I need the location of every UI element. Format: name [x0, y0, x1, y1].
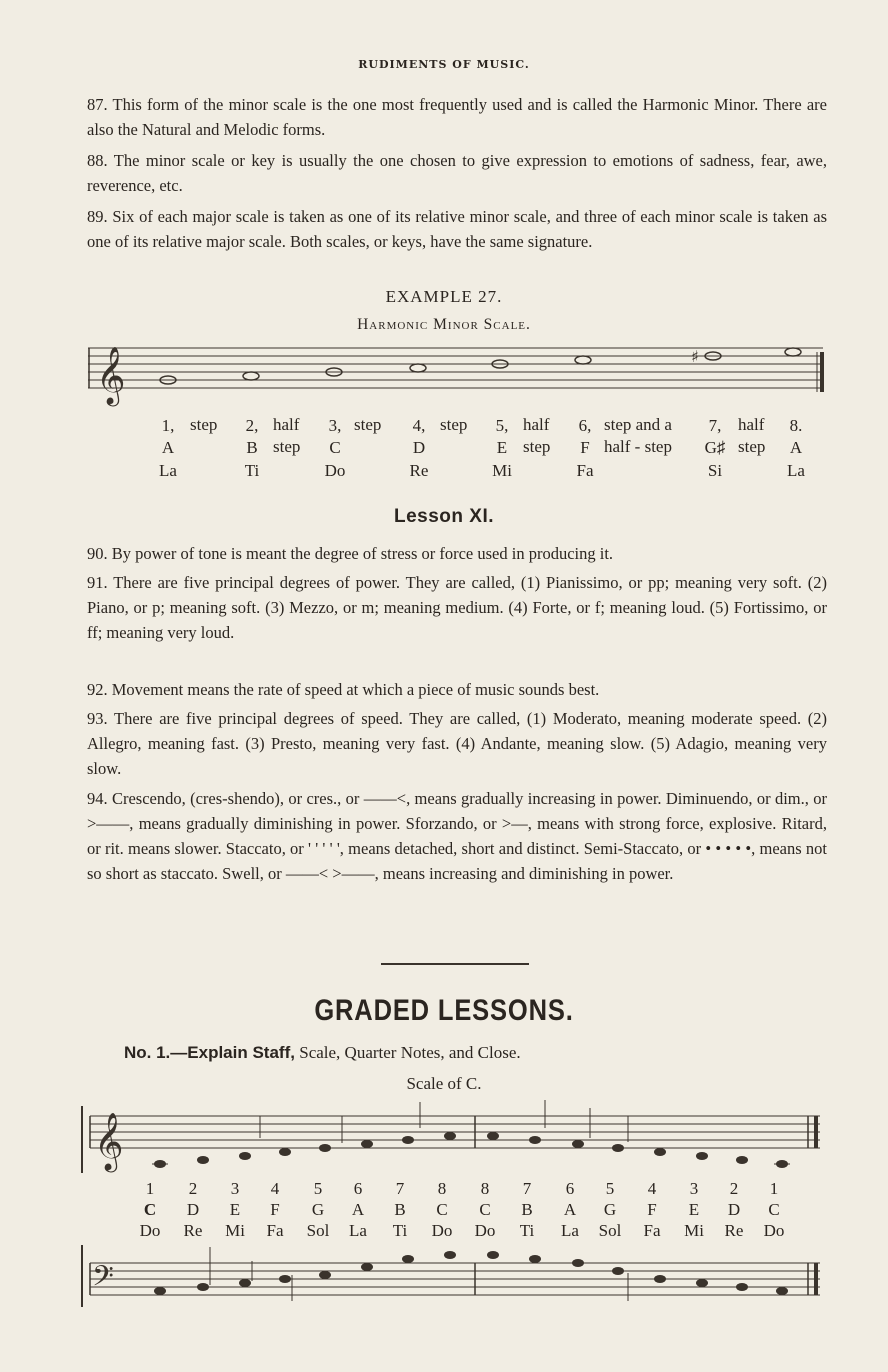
scale-number: 5	[313, 1179, 323, 1198]
scale-letter: F	[647, 1200, 657, 1219]
syllable: Si	[707, 461, 723, 480]
degree: 6,	[578, 416, 592, 435]
step-label: half - step	[604, 437, 672, 456]
lesson-1-heading	[124, 1043, 521, 1063]
paragraph-text: Movement means the rate of speed at which a piece of music sounds best.	[111, 680, 600, 699]
step-label: step and a	[604, 415, 672, 434]
scale-letter: C	[479, 1200, 491, 1219]
letter: A	[161, 438, 175, 457]
scale-syllable: La	[349, 1221, 367, 1240]
scale-number: 5	[605, 1179, 615, 1198]
note-f	[575, 356, 591, 364]
scale-number: 4	[270, 1179, 280, 1198]
lesson-1-label: No. 1.—Explain Staff,	[124, 1043, 295, 1062]
bass-clef-icon: 𝄢	[92, 1260, 114, 1300]
lesson-title: Lesson XI.	[393, 506, 495, 527]
scale-syllable: Re	[724, 1221, 744, 1240]
section-divider	[381, 963, 529, 965]
paragraph-number: 88.	[87, 151, 108, 170]
letter: B	[246, 438, 258, 457]
scale-letter: B	[521, 1200, 533, 1219]
scale-number: 7	[395, 1179, 405, 1198]
syllable: Mi	[492, 461, 512, 480]
whole-notes	[160, 348, 801, 384]
paragraph-text: This form of the minor scale is the one most frequently used and is called the Harmonic Minor. There are also the Natural and Melodic forms.	[87, 95, 827, 139]
paragraph-92	[87, 677, 827, 702]
degree: 7,	[708, 416, 722, 435]
scale-number: 6	[353, 1179, 363, 1198]
harmonic-minor-staff	[88, 340, 828, 412]
letter: D	[412, 438, 426, 457]
scale-syllable: Do	[763, 1221, 785, 1240]
scale-letter: A	[563, 1200, 577, 1219]
scale-letter: C	[436, 1200, 448, 1219]
syllable: Re	[409, 461, 429, 480]
scale-number: 4	[647, 1179, 657, 1198]
scale-syllable: Re	[183, 1221, 203, 1240]
scale-number: 8	[480, 1179, 490, 1198]
scale-letter: B	[394, 1200, 406, 1219]
paragraph-text: The minor scale or key is usually the one chosen to give expression to emotions of sadness, fear, awe, reverence, etc.	[87, 151, 828, 195]
scale-letter: F	[270, 1200, 280, 1219]
degree: 1,	[161, 416, 175, 435]
scale-syllable: Ti	[392, 1221, 408, 1240]
syllable: Do	[324, 461, 346, 480]
example-subtitle: Harmonic Minor Scale.	[357, 316, 531, 333]
step-label: step	[273, 437, 301, 456]
scale-letter: E	[688, 1200, 700, 1219]
step-label: step	[190, 415, 218, 434]
scale-syllable: Do	[139, 1221, 161, 1240]
step-label: half	[738, 415, 765, 434]
scale-number: 2	[188, 1179, 198, 1198]
treble-staff	[80, 1098, 828, 1173]
scale-number: 7	[522, 1179, 532, 1198]
scale-number: 1	[769, 1179, 779, 1198]
step-label: step	[523, 437, 551, 456]
paragraph-text: By power of tone is meant the degree of stress or force used in producing it.	[111, 544, 614, 563]
scale-syllable: Ti	[519, 1221, 535, 1240]
scale-number: 2	[729, 1179, 739, 1198]
degree: 4,	[412, 416, 426, 435]
paragraph-number: 94.	[87, 789, 108, 808]
scale-syllable: Do	[431, 1221, 453, 1240]
paragraph-89	[87, 204, 827, 254]
scale-number: 6	[565, 1179, 575, 1198]
paragraph-text: Six of each major scale is taken as one of its relative minor scale, and three of each minor scale is taken as one of its relative major scale. Both scales, or keys, have the same signature.	[87, 207, 827, 251]
degree: 5,	[495, 416, 509, 435]
paragraph-text: There are five principal degrees of power. They are called, (1) Pianissimo, or pp; meaning very soft. (2) Piano, or p; meaning soft. (3) Mezzo, or m; meaning medium. (4) Forte, or f; meaning loud. (5) Fortissimo, or ff; meaning very loud.	[87, 573, 827, 642]
letter: E	[496, 438, 508, 457]
scale-number: 8	[437, 1179, 447, 1198]
letter: A	[789, 438, 803, 457]
step-label: half	[273, 415, 300, 434]
paragraph-text: There are five principal degrees of speed. They are called, (1) Moderato, meaning moderate speed. (2) Allegro, meaning fast. (3) Presto, meaning very fast. (4) Andante, meaning slow. (5) Adagio, meaning very slow.	[87, 709, 828, 778]
graded-lessons-title: GRADED LESSONS.	[314, 994, 574, 1027]
step-label: half	[523, 415, 550, 434]
syllable: La	[159, 461, 177, 480]
letter: C	[329, 438, 341, 457]
scale-letter: C	[143, 1200, 157, 1219]
scale-letter: D	[727, 1200, 741, 1219]
scale-letter: E	[229, 1200, 241, 1219]
running-head: RUDIMENTS OF MUSIC.	[358, 58, 530, 71]
scale-letter: G	[311, 1200, 325, 1219]
sharp-icon: ♯	[691, 347, 699, 366]
paragraph-93	[87, 706, 827, 781]
quarter-notes	[152, 1132, 790, 1168]
syllable: Ti	[244, 461, 260, 480]
scale-syllable: Sol	[306, 1221, 330, 1240]
scale-title: Scale of C.	[406, 1074, 482, 1093]
paragraph-94	[87, 786, 827, 886]
bass-quarter-notes	[154, 1251, 788, 1295]
degree: 2,	[245, 416, 259, 435]
paragraph-number: 93.	[87, 709, 108, 728]
scale-number: 3	[230, 1179, 240, 1198]
scale-syllable: La	[561, 1221, 579, 1240]
scale-labels	[138, 1178, 818, 1253]
syllable: La	[787, 461, 805, 480]
paragraph-88	[87, 148, 827, 198]
scale-syllable: Do	[474, 1221, 496, 1240]
scale-syllable: Fa	[643, 1221, 661, 1240]
degree: 3,	[328, 416, 342, 435]
step-label: step	[354, 415, 382, 434]
syllable: Fa	[576, 461, 594, 480]
scale-letter: A	[351, 1200, 365, 1219]
letter: F	[580, 438, 590, 457]
degree: 8.	[789, 416, 803, 435]
letter: G♯	[704, 438, 726, 457]
paragraph-90	[87, 541, 827, 566]
scale-number: 3	[689, 1179, 699, 1198]
scale-letter: D	[186, 1200, 200, 1219]
note-b	[243, 372, 259, 380]
paragraph-number: 90.	[87, 544, 108, 563]
scale-syllable: Fa	[266, 1221, 284, 1240]
paragraph-87	[87, 92, 827, 142]
scale-letter: C	[768, 1200, 780, 1219]
note-d	[410, 364, 426, 372]
lesson-1-topics: Scale, Quarter Notes, and Close.	[299, 1043, 521, 1062]
scale-syllable: Mi	[684, 1221, 704, 1240]
scale-syllable: Mi	[225, 1221, 245, 1240]
example-title: EXAMPLE 27.	[385, 287, 503, 306]
step-label: step	[738, 437, 766, 456]
scale-number: 1	[145, 1179, 155, 1198]
paragraph-number: 87.	[87, 95, 108, 114]
paragraph-text: Crescendo, (cres-shendo), or cres., or ——<, means gradually increasing in power. Diminuendo, or dim., or >——, means gradually diminishing in power. Sforzando, or >—, means with strong force, explosive. Ritard, or rit. means slower. Staccato, or ' ' ' ' ', means detached, short and distinct. Semi-Staccato, or • • • • •, means not so short as staccato. Swell, or ——< >——, means increasing and diminishing in power.	[87, 789, 827, 883]
paragraph-number: 89.	[87, 207, 108, 226]
scale-letter: G	[603, 1200, 617, 1219]
scale-syllable: Sol	[598, 1221, 622, 1240]
note-a-high	[785, 348, 801, 356]
treble-clef-icon: 𝄞	[94, 1112, 124, 1170]
bass-staff	[80, 1245, 828, 1315]
treble-clef-icon: 𝄞	[96, 346, 126, 404]
paragraph-number: 92.	[87, 680, 108, 699]
step-label: step	[440, 415, 468, 434]
paragraph-number: 91.	[87, 573, 108, 592]
paragraph-91	[87, 570, 827, 645]
